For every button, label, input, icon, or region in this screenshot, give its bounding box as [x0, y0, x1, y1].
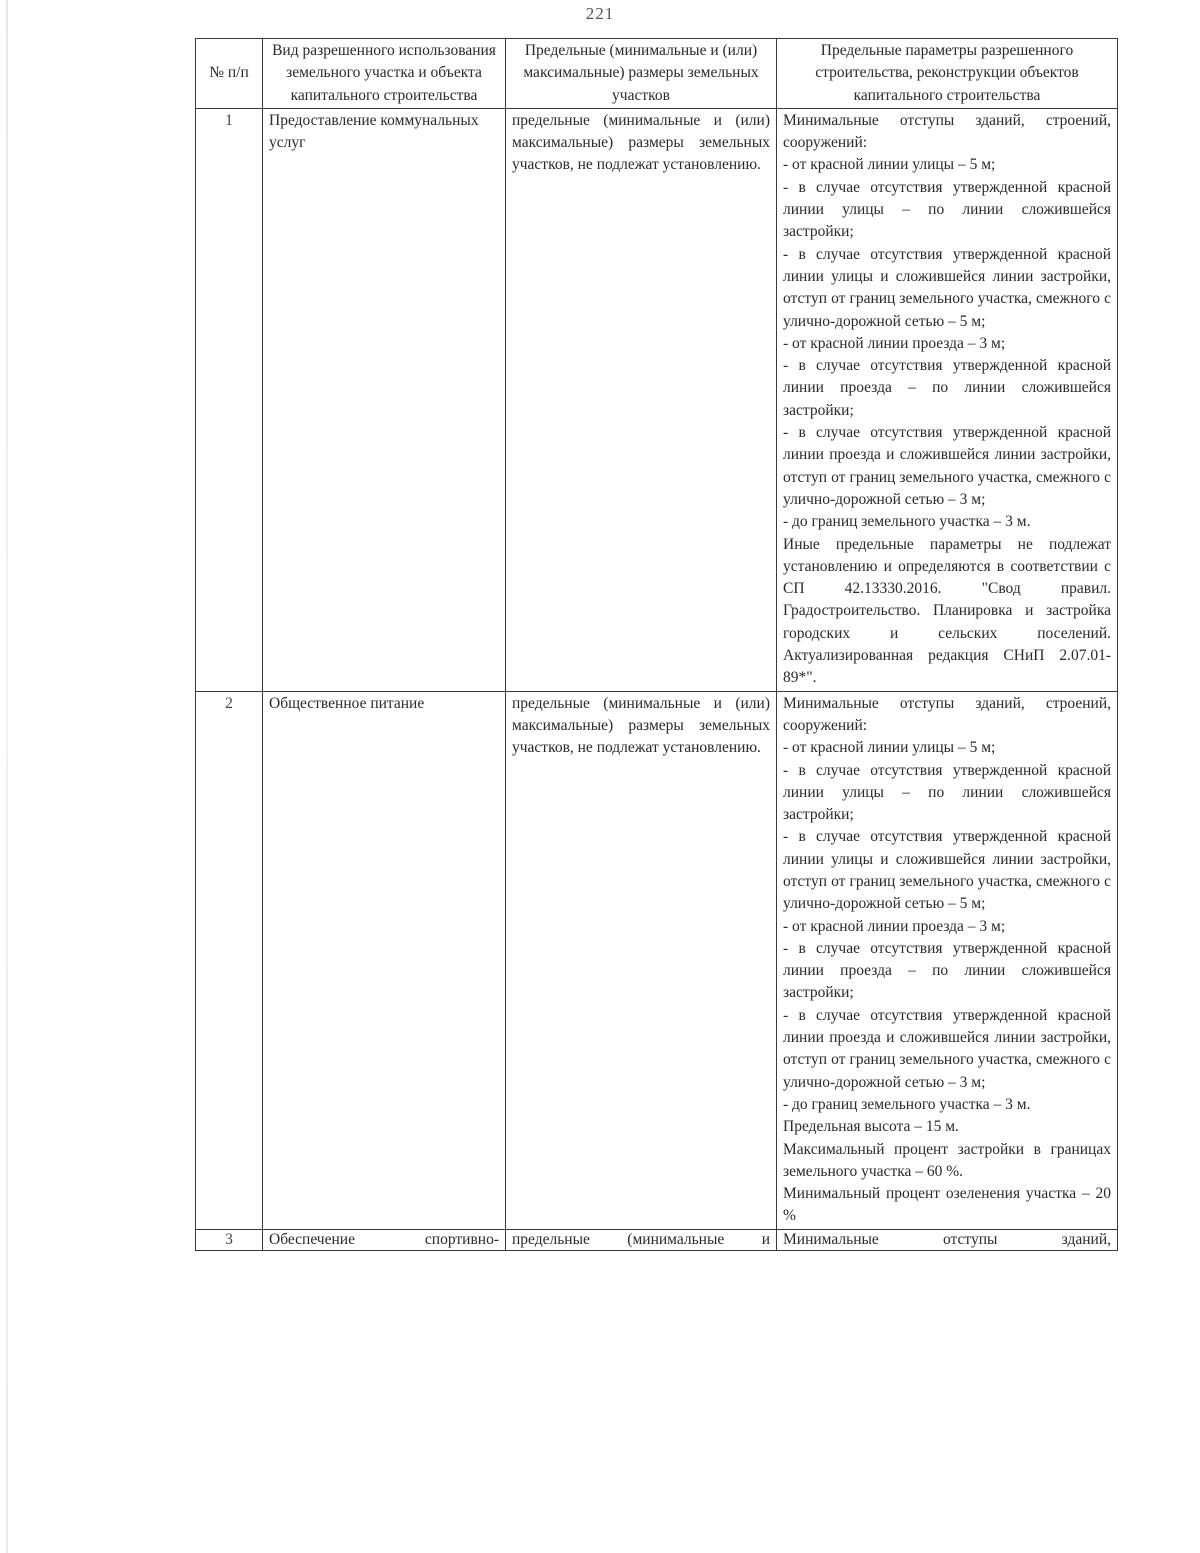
- header-number: № п/п: [196, 39, 263, 109]
- scan-edge: [6, 0, 8, 1553]
- param-line: Предельная высота – 15 м.: [783, 1118, 959, 1136]
- param-line: - от красной линии улицы – 5 м;: [783, 156, 996, 174]
- plot-sizes-cell: предельные (минимальные и (или) максимальные) размеры земельных участков, не подлежат установлению.: [506, 691, 777, 1229]
- table-header-row: [196, 39, 1118, 109]
- table-row: [196, 691, 1118, 1229]
- param-line: - от красной линии проезда – 3 м;: [783, 917, 1006, 935]
- param-line: Минимальные отступы зданий, строений, сооружений:: [783, 111, 1111, 152]
- param-line: Минимальные отступы зданий,: [783, 1230, 1111, 1248]
- row-number: 3: [196, 1229, 263, 1250]
- param-line: - в случае отсутствия утвержденной красной линии проезда – по линии сложившейся застройки;: [783, 357, 1111, 419]
- param-line: Минимальный процент озеленения участка – 20 %: [783, 1185, 1111, 1225]
- param-line: - в случае отсутствия утвержденной красной линии улицы – по линии сложившейся застройки;: [783, 761, 1111, 824]
- param-line: Минимальные отступы зданий, строений, сооружений:: [783, 694, 1111, 734]
- construction-params-cell: [777, 1229, 1118, 1250]
- header-use-type: Вид разрешенного использования земельного участка и объекта капитального строительства: [263, 39, 506, 109]
- plot-sizes-cell: предельные (минимальные и (или) максимальные) размеры земельных участков, не подлежат установлению.: [506, 108, 777, 691]
- table-row: [196, 1229, 1118, 1250]
- header-construction-params: Предельные параметры разрешенного строительства, реконструкции объектов капитального строительства: [777, 39, 1118, 109]
- param-line: - в случае отсутствия утвержденной красной линии улицы и сложившейся линии застройки, отступ от границ земельного участка, смежного с улично-дорожной сетью – 5 м;: [783, 245, 1111, 330]
- use-type-cell: Общественное питание: [263, 691, 506, 1229]
- param-line: - в случае отсутствия утвержденной красной линии проезда и сложившейся линии застройки, отступ от границ земельного участка, смежного с улично-дорожной сетью – 3 м;: [783, 1006, 1111, 1091]
- row-number: 2: [196, 691, 263, 1229]
- plot-sizes-cell: предельные (минимальные и: [506, 1229, 777, 1250]
- param-line: - от красной линии улицы – 5 м;: [783, 739, 996, 757]
- param-line: - до границ земельного участка – 3 м.: [783, 513, 1031, 531]
- param-line: - в случае отсутствия утвержденной красной линии проезда и сложившейся линии застройки, отступ от границ земельного участка, смежного с улично-дорожной сетью – 3 м;: [783, 424, 1111, 508]
- use-type-cell: Предоставление коммунальных услуг: [263, 108, 506, 691]
- row-number: 1: [196, 108, 263, 691]
- construction-params-cell: [777, 108, 1118, 691]
- param-line: - от красной линии проезда – 3 м;: [783, 334, 1006, 352]
- page-number: 221: [585, 4, 615, 23]
- construction-params-cell: [777, 691, 1118, 1229]
- param-line: - до границ земельного участка – 3 м.: [783, 1095, 1031, 1113]
- header-plot-sizes: Предельные (минимальные и (или) максимальные) размеры земельных участков: [506, 39, 777, 109]
- regulations-table: [195, 38, 1118, 1251]
- param-line: Иные предельные параметры не подлежат установлению и определяются в соответствии с СП 42.13330.2016. "Свод правил. Градостроительство. Планировка и застройка городских и сельских поселений. Актуализированная редакция СНиП 2.07.01-89*".: [783, 535, 1111, 687]
- use-type-cell: Обеспечение спортивно-: [263, 1229, 506, 1250]
- param-line: - в случае отсутствия утвержденной красной линии улицы – по линии сложившейся застройки;: [783, 178, 1111, 241]
- table-row: [196, 108, 1118, 691]
- param-line: - в случае отсутствия утвержденной красной линии проезда – по линии сложившейся застройки;: [783, 939, 1111, 1002]
- param-line: - в случае отсутствия утвержденной красной линии улицы и сложившейся линии застройки, отступ от границ земельного участка, смежного с улично-дорожной сетью – 5 м;: [783, 828, 1111, 913]
- param-line: Максимальный процент застройки в границах земельного участка – 60 %.: [783, 1140, 1111, 1180]
